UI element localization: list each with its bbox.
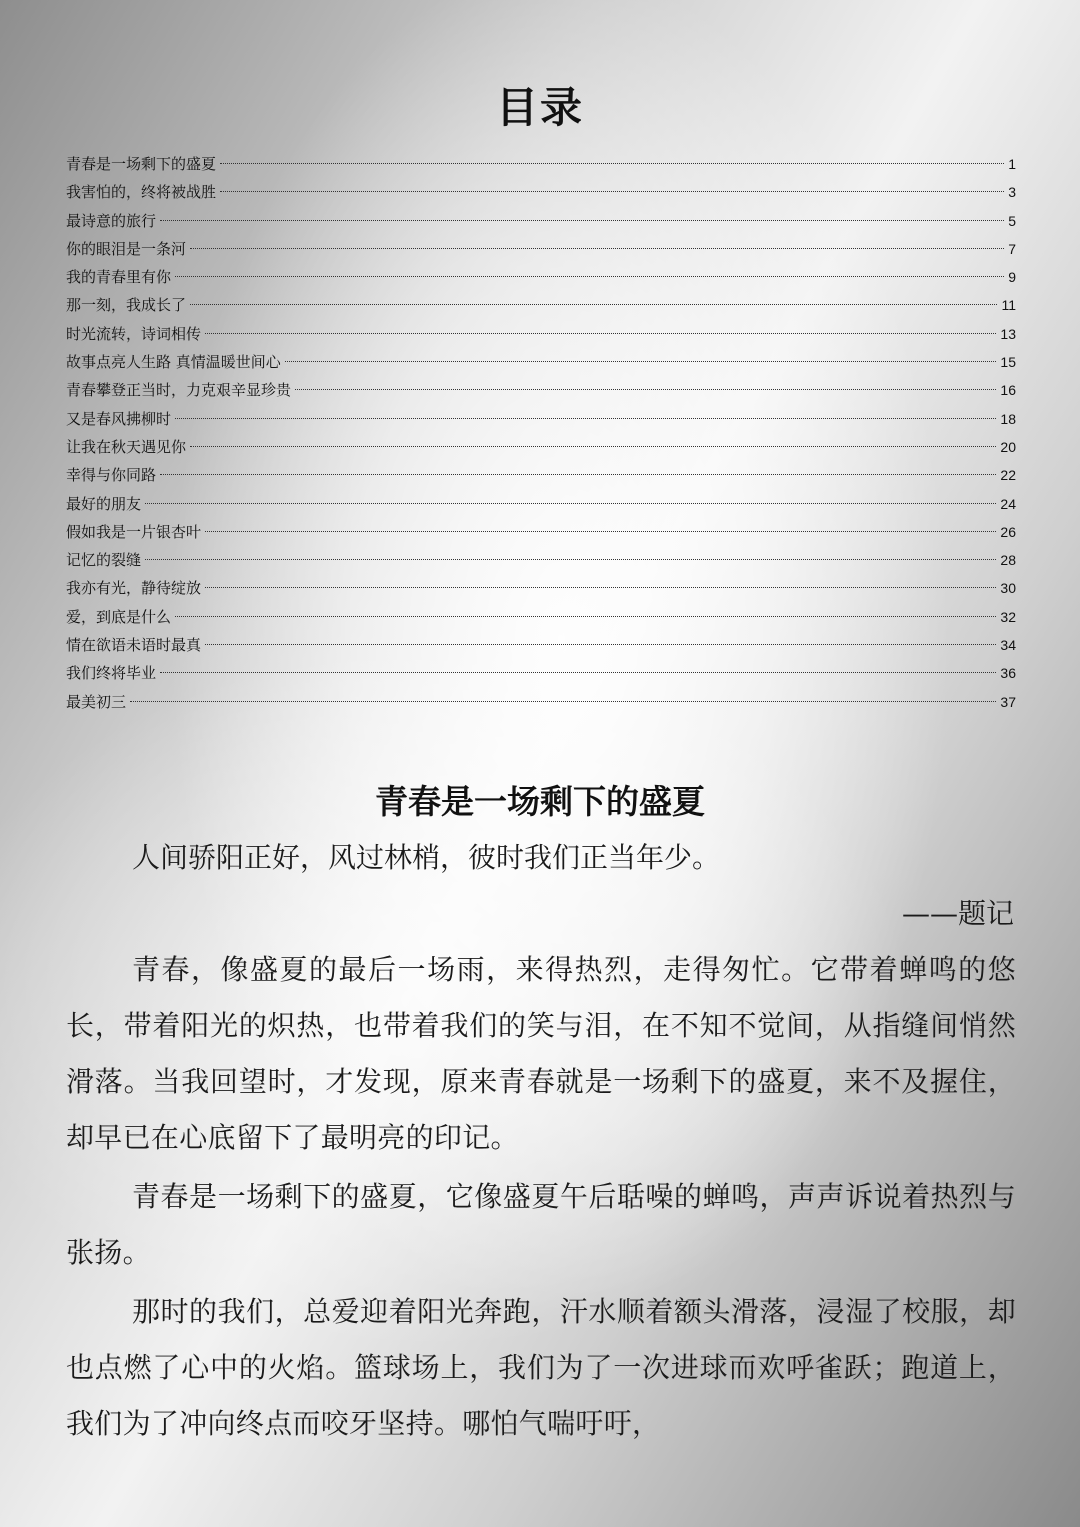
toc-dot-leader <box>160 474 996 475</box>
toc-entry-page: 16 <box>1000 382 1016 399</box>
toc-entry[interactable] <box>66 433 1016 461</box>
toc-title: 目录 <box>495 83 584 132</box>
toc-entry-title: 最好的朋友 <box>66 494 142 513</box>
toc-dot-leader <box>175 276 1004 277</box>
toc-entry[interactable] <box>66 518 1016 546</box>
toc-entry-page: 22 <box>1000 467 1016 484</box>
toc-entry[interactable] <box>66 178 1016 206</box>
toc-entry-title: 我害怕的，终将被战胜 <box>66 183 217 202</box>
toc-entry-page: 20 <box>1000 438 1016 455</box>
toc-entry[interactable] <box>66 603 1016 631</box>
toc-entry-page: 30 <box>1000 580 1016 597</box>
article-paragraph: 青春，像盛夏的最后一场雨，来得热烈，走得匆忙。它带着蝉鸣的悠长，带着阳光的炽热，也带着我们的笑与泪，在不知不觉间，从指缝间悄然滑落。当我回望时，才发现，原来青春就是一场剩下的盛夏，来不及握住，却早已在心底留下了最明亮的印记。 <box>66 953 1016 1154</box>
toc-entry-title: 我亦有光，静待绽放 <box>66 579 202 598</box>
toc-entry-page: 5 <box>1008 212 1016 229</box>
toc-entry-page: 3 <box>1008 184 1016 201</box>
toc-dot-leader <box>205 644 996 645</box>
toc-entry-title: 青春是一场剩下的盛夏 <box>66 155 217 173</box>
epigraph: 人间骄阳正好，风过林梢，彼时我们正当年少。 <box>132 841 721 874</box>
article-body <box>66 830 1016 1455</box>
toc-dot-leader <box>130 701 996 702</box>
toc-entry[interactable] <box>66 574 1016 602</box>
toc-dot-leader <box>175 418 996 419</box>
toc-entry[interactable] <box>66 291 1016 319</box>
toc-entry-title: 又是春风拂柳时 <box>66 409 172 428</box>
toc-dot-leader <box>220 191 1004 192</box>
toc-entry-page: 26 <box>1000 523 1016 540</box>
toc-dot-leader <box>190 304 997 305</box>
epigraph-signature: ——题记 <box>901 897 1014 930</box>
toc-dot-leader <box>205 531 996 532</box>
toc-dot-leader <box>160 672 996 673</box>
table-of-contents <box>66 150 1016 716</box>
toc-dot-leader <box>175 616 996 617</box>
toc-entry-page: 28 <box>1000 552 1016 569</box>
toc-entry[interactable] <box>66 688 1016 716</box>
toc-dot-leader <box>190 446 996 447</box>
toc-entry-title: 那一刻，我成长了 <box>66 296 187 315</box>
toc-dot-leader <box>205 333 996 334</box>
toc-entry-page: 37 <box>1000 693 1016 710</box>
toc-dot-leader <box>205 587 996 588</box>
toc-entry[interactable] <box>66 490 1016 518</box>
toc-entry[interactable] <box>66 376 1016 404</box>
toc-entry-title: 青春攀登正当时，力克艰辛显珍贵 <box>66 381 292 400</box>
toc-entry-page: 7 <box>1008 240 1016 257</box>
article-paragraphs <box>66 942 1016 1452</box>
toc-entry-page: 34 <box>1000 637 1016 654</box>
toc-entry[interactable] <box>66 659 1016 687</box>
toc-entry-page: 11 <box>1001 297 1016 314</box>
toc-entry-title: 让我在秋天遇见你 <box>66 437 187 456</box>
toc-dot-leader <box>145 503 996 504</box>
toc-dot-leader <box>220 163 1004 164</box>
toc-entry[interactable] <box>66 348 1016 376</box>
toc-entry-page: 32 <box>1000 608 1016 625</box>
toc-entry[interactable] <box>66 263 1016 291</box>
toc-entry-title: 爱，到底是什么 <box>66 607 172 626</box>
toc-entry-title: 情在欲语未语时最真 <box>66 636 202 655</box>
toc-entry-title: 最美初三 <box>66 692 127 711</box>
toc-entry-page: 1 <box>1008 156 1016 172</box>
toc-entry[interactable] <box>66 207 1016 235</box>
article-paragraph: 那时的我们，总爱迎着阳光奔跑，汗水顺着额头滑落，浸湿了校服，却也点燃了心中的火焰。篮球场上，我们为了一次进球而欢呼雀跃；跑道上，我们为了冲向终点而咬牙坚持。哪怕气喘吁吁， <box>66 1295 1016 1440</box>
toc-entry-title: 最诗意的旅行 <box>66 211 157 230</box>
toc-entry-title: 时光流转，诗词相传 <box>66 324 202 343</box>
toc-entry-page: 9 <box>1008 269 1016 286</box>
toc-entry-title: 假如我是一片银杏叶 <box>66 522 202 541</box>
toc-entry-page: 36 <box>1000 665 1016 682</box>
article-title: 青春是一场剩下的盛夏 <box>375 782 705 821</box>
toc-entry-title: 我的青春里有你 <box>66 268 172 287</box>
article-paragraph: 青春是一场剩下的盛夏，它像盛夏午后聒噪的蝉鸣，声声诉说着热烈与张扬。 <box>66 1180 1016 1269</box>
toc-dot-leader <box>190 248 1004 249</box>
toc-entry-title: 故事点亮人生路 真情温暖世间心 <box>66 353 281 372</box>
toc-entry-page: 18 <box>1000 410 1016 427</box>
toc-entry-title: 你的眼泪是一条河 <box>66 239 187 258</box>
toc-entry[interactable] <box>66 631 1016 659</box>
toc-entry[interactable] <box>66 546 1016 574</box>
toc-entry[interactable] <box>66 235 1016 263</box>
toc-dot-leader <box>285 361 997 362</box>
toc-entry-page: 15 <box>1000 354 1016 371</box>
toc-entry-page: 13 <box>1000 325 1016 342</box>
toc-dot-leader <box>145 559 996 560</box>
toc-dot-leader <box>295 389 996 390</box>
toc-entry-title: 记忆的裂缝 <box>66 551 142 570</box>
toc-entry-title: 我们终将毕业 <box>66 664 157 683</box>
toc-entry[interactable] <box>66 405 1016 433</box>
toc-entry[interactable] <box>66 461 1016 489</box>
toc-entry[interactable] <box>66 150 1016 178</box>
toc-entry-page: 24 <box>1000 495 1016 512</box>
toc-entry-title: 幸得与你同路 <box>66 466 157 485</box>
toc-entry[interactable] <box>66 320 1016 348</box>
toc-dot-leader <box>160 220 1004 221</box>
